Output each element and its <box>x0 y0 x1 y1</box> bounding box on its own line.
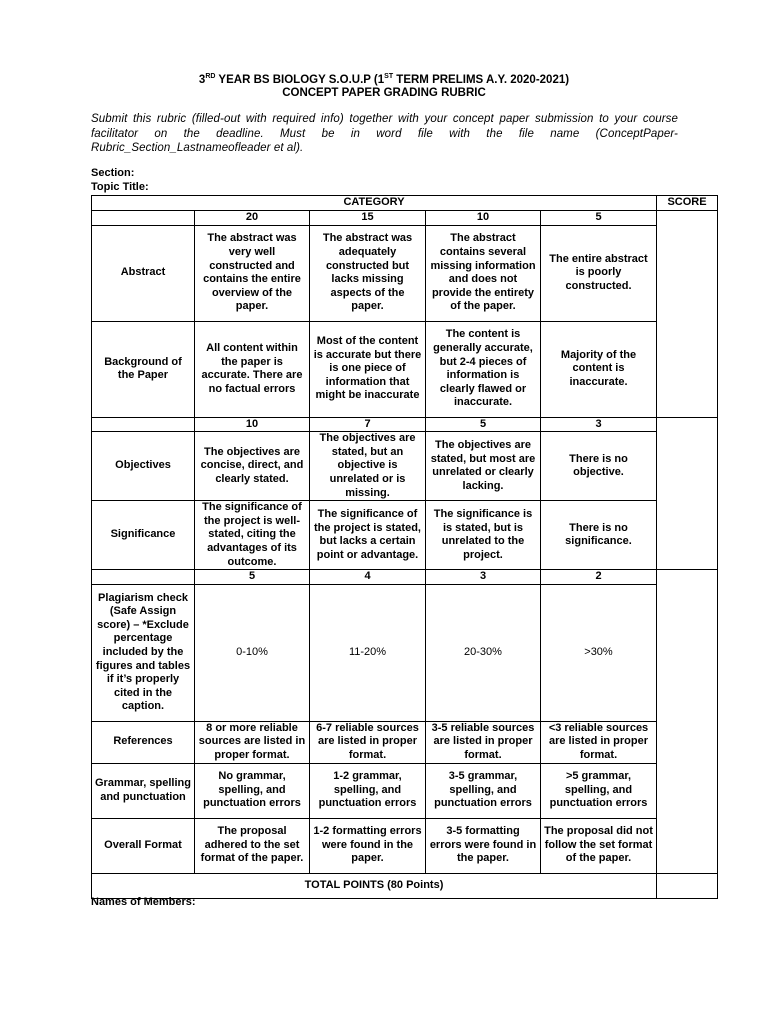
level-description: 0-10% <box>195 584 310 721</box>
points-value: 15 <box>310 211 426 226</box>
points-value: 3 <box>426 570 541 585</box>
document-title: 3RD YEAR BS BIOLOGY S.O.U.P (1ST TERM PRELIMS A.Y. 2020-2021) <box>198 73 570 86</box>
level-description: 1-2 formatting errors were found in the paper. <box>310 818 426 873</box>
points-value: 5 <box>541 211 657 226</box>
score-header: SCORE <box>657 196 718 211</box>
table-row <box>92 721 718 763</box>
level-description: 3-5 formatting errors were found in the paper. <box>426 818 541 873</box>
level-description: Most of the content is accurate but there is one piece of information that might be inaccurate <box>310 321 426 417</box>
level-description: The objectives are stated, but most are unrelated or clearly lacking. <box>426 432 541 501</box>
score-cell[interactable] <box>657 211 718 418</box>
table-row <box>92 225 718 321</box>
table-row <box>92 432 718 501</box>
level-description: The objectives are stated, but an objective is unrelated or is missing. <box>310 432 426 501</box>
level-description: The proposal adhered to the set format of the paper. <box>195 818 310 873</box>
points-value: 20 <box>195 211 310 226</box>
points-value: 4 <box>310 570 426 585</box>
level-description: 3-5 reliable sources are listed in proper format. <box>426 721 541 763</box>
document-subtitle: CONCEPT PAPER GRADING RUBRIC <box>282 87 486 99</box>
points-value: 5 <box>426 417 541 432</box>
score-cell[interactable] <box>657 417 718 570</box>
level-description: 1-2 grammar, spelling, and punctuation errors <box>310 763 426 818</box>
points-row <box>92 570 718 585</box>
level-description: >30% <box>541 584 657 721</box>
level-description: The proposal did not follow the set format of the paper. <box>541 818 657 873</box>
instructions-paragraph: Submit this rubric (filled-out with required info) together with your concept paper submission to your course facilitator on the deadline. Must be in word file with the file name (ConceptPaper-Rubric_Section_Lastnameofleader et al). <box>91 113 678 154</box>
table-row <box>92 818 718 873</box>
criterion-abstract: Abstract <box>92 225 195 321</box>
points-row <box>92 417 718 432</box>
total-points-label: TOTAL POINTS (80 Points) <box>92 873 657 898</box>
points-value: 10 <box>195 417 310 432</box>
level-description: The significance is is stated, but is unrelated to the project. <box>426 501 541 570</box>
criterion-objectives: Objectives <box>92 432 195 501</box>
level-description: The content is generally accurate, but 2-4 pieces of information is clearly flawed or inaccurate. <box>426 321 541 417</box>
level-description: The objectives are concise, direct, and clearly stated. <box>195 432 310 501</box>
category-header: CATEGORY <box>92 196 657 211</box>
level-description: The significance of the project is stated, but lacks a certain point or advantage. <box>310 501 426 570</box>
level-description: 11-20% <box>310 584 426 721</box>
level-description: <3 reliable sources are listed in proper format. <box>541 721 657 763</box>
total-score-cell[interactable] <box>657 873 718 898</box>
topic-title-label: Topic Title: <box>91 181 149 193</box>
level-description: 20-30% <box>426 584 541 721</box>
level-description: There is no significance. <box>541 501 657 570</box>
points-value: 7 <box>310 417 426 432</box>
level-description: No grammar, spelling, and punctuation errors <box>195 763 310 818</box>
points-value: 5 <box>195 570 310 585</box>
level-description: Majority of the content is inaccurate. <box>541 321 657 417</box>
score-cell[interactable] <box>657 570 718 873</box>
points-row <box>92 211 718 226</box>
points-value: 10 <box>426 211 541 226</box>
members-label: Names of Members: <box>91 896 196 908</box>
level-description: The abstract was adequately constructed but lacks missing aspects of the paper. <box>310 225 426 321</box>
criterion-format: Overall Format <box>92 818 195 873</box>
table-row <box>92 321 718 417</box>
points-value: 2 <box>541 570 657 585</box>
level-description: There is no objective. <box>541 432 657 501</box>
level-description: The abstract contains several missing information and does not provide the entirety of the paper. <box>426 225 541 321</box>
level-description: The significance of the project is well-stated, citing the advantages of its outcome. <box>195 501 310 570</box>
rubric-table <box>91 195 718 899</box>
criterion-background: Background of the Paper <box>92 321 195 417</box>
criterion-significance: Significance <box>92 501 195 570</box>
criterion-plagiarism: Plagiarism check (Safe Assign score) – *Exclude percentage included by the figures and tables if it’s properly cited in the caption. <box>92 584 195 721</box>
table-row <box>92 501 718 570</box>
level-description: 8 or more reliable sources are listed in proper format. <box>195 721 310 763</box>
criterion-grammar: Grammar, spelling and punctuation <box>92 763 195 818</box>
total-row <box>92 873 718 898</box>
level-description: The entire abstract is poorly constructed. <box>541 225 657 321</box>
level-description: 6-7 reliable sources are listed in proper format. <box>310 721 426 763</box>
criterion-references: References <box>92 721 195 763</box>
table-row <box>92 763 718 818</box>
level-description: >5 grammar, spelling, and punctuation errors <box>541 763 657 818</box>
points-value: 3 <box>541 417 657 432</box>
level-description: All content within the paper is accurate. There are no factual errors <box>195 321 310 417</box>
level-description: The abstract was very well constructed and contains the entire overview of the paper. <box>195 225 310 321</box>
level-description: 3-5 grammar, spelling, and punctuation errors <box>426 763 541 818</box>
table-header-row <box>92 196 718 211</box>
section-label: Section: <box>91 167 135 179</box>
table-row <box>92 584 718 721</box>
